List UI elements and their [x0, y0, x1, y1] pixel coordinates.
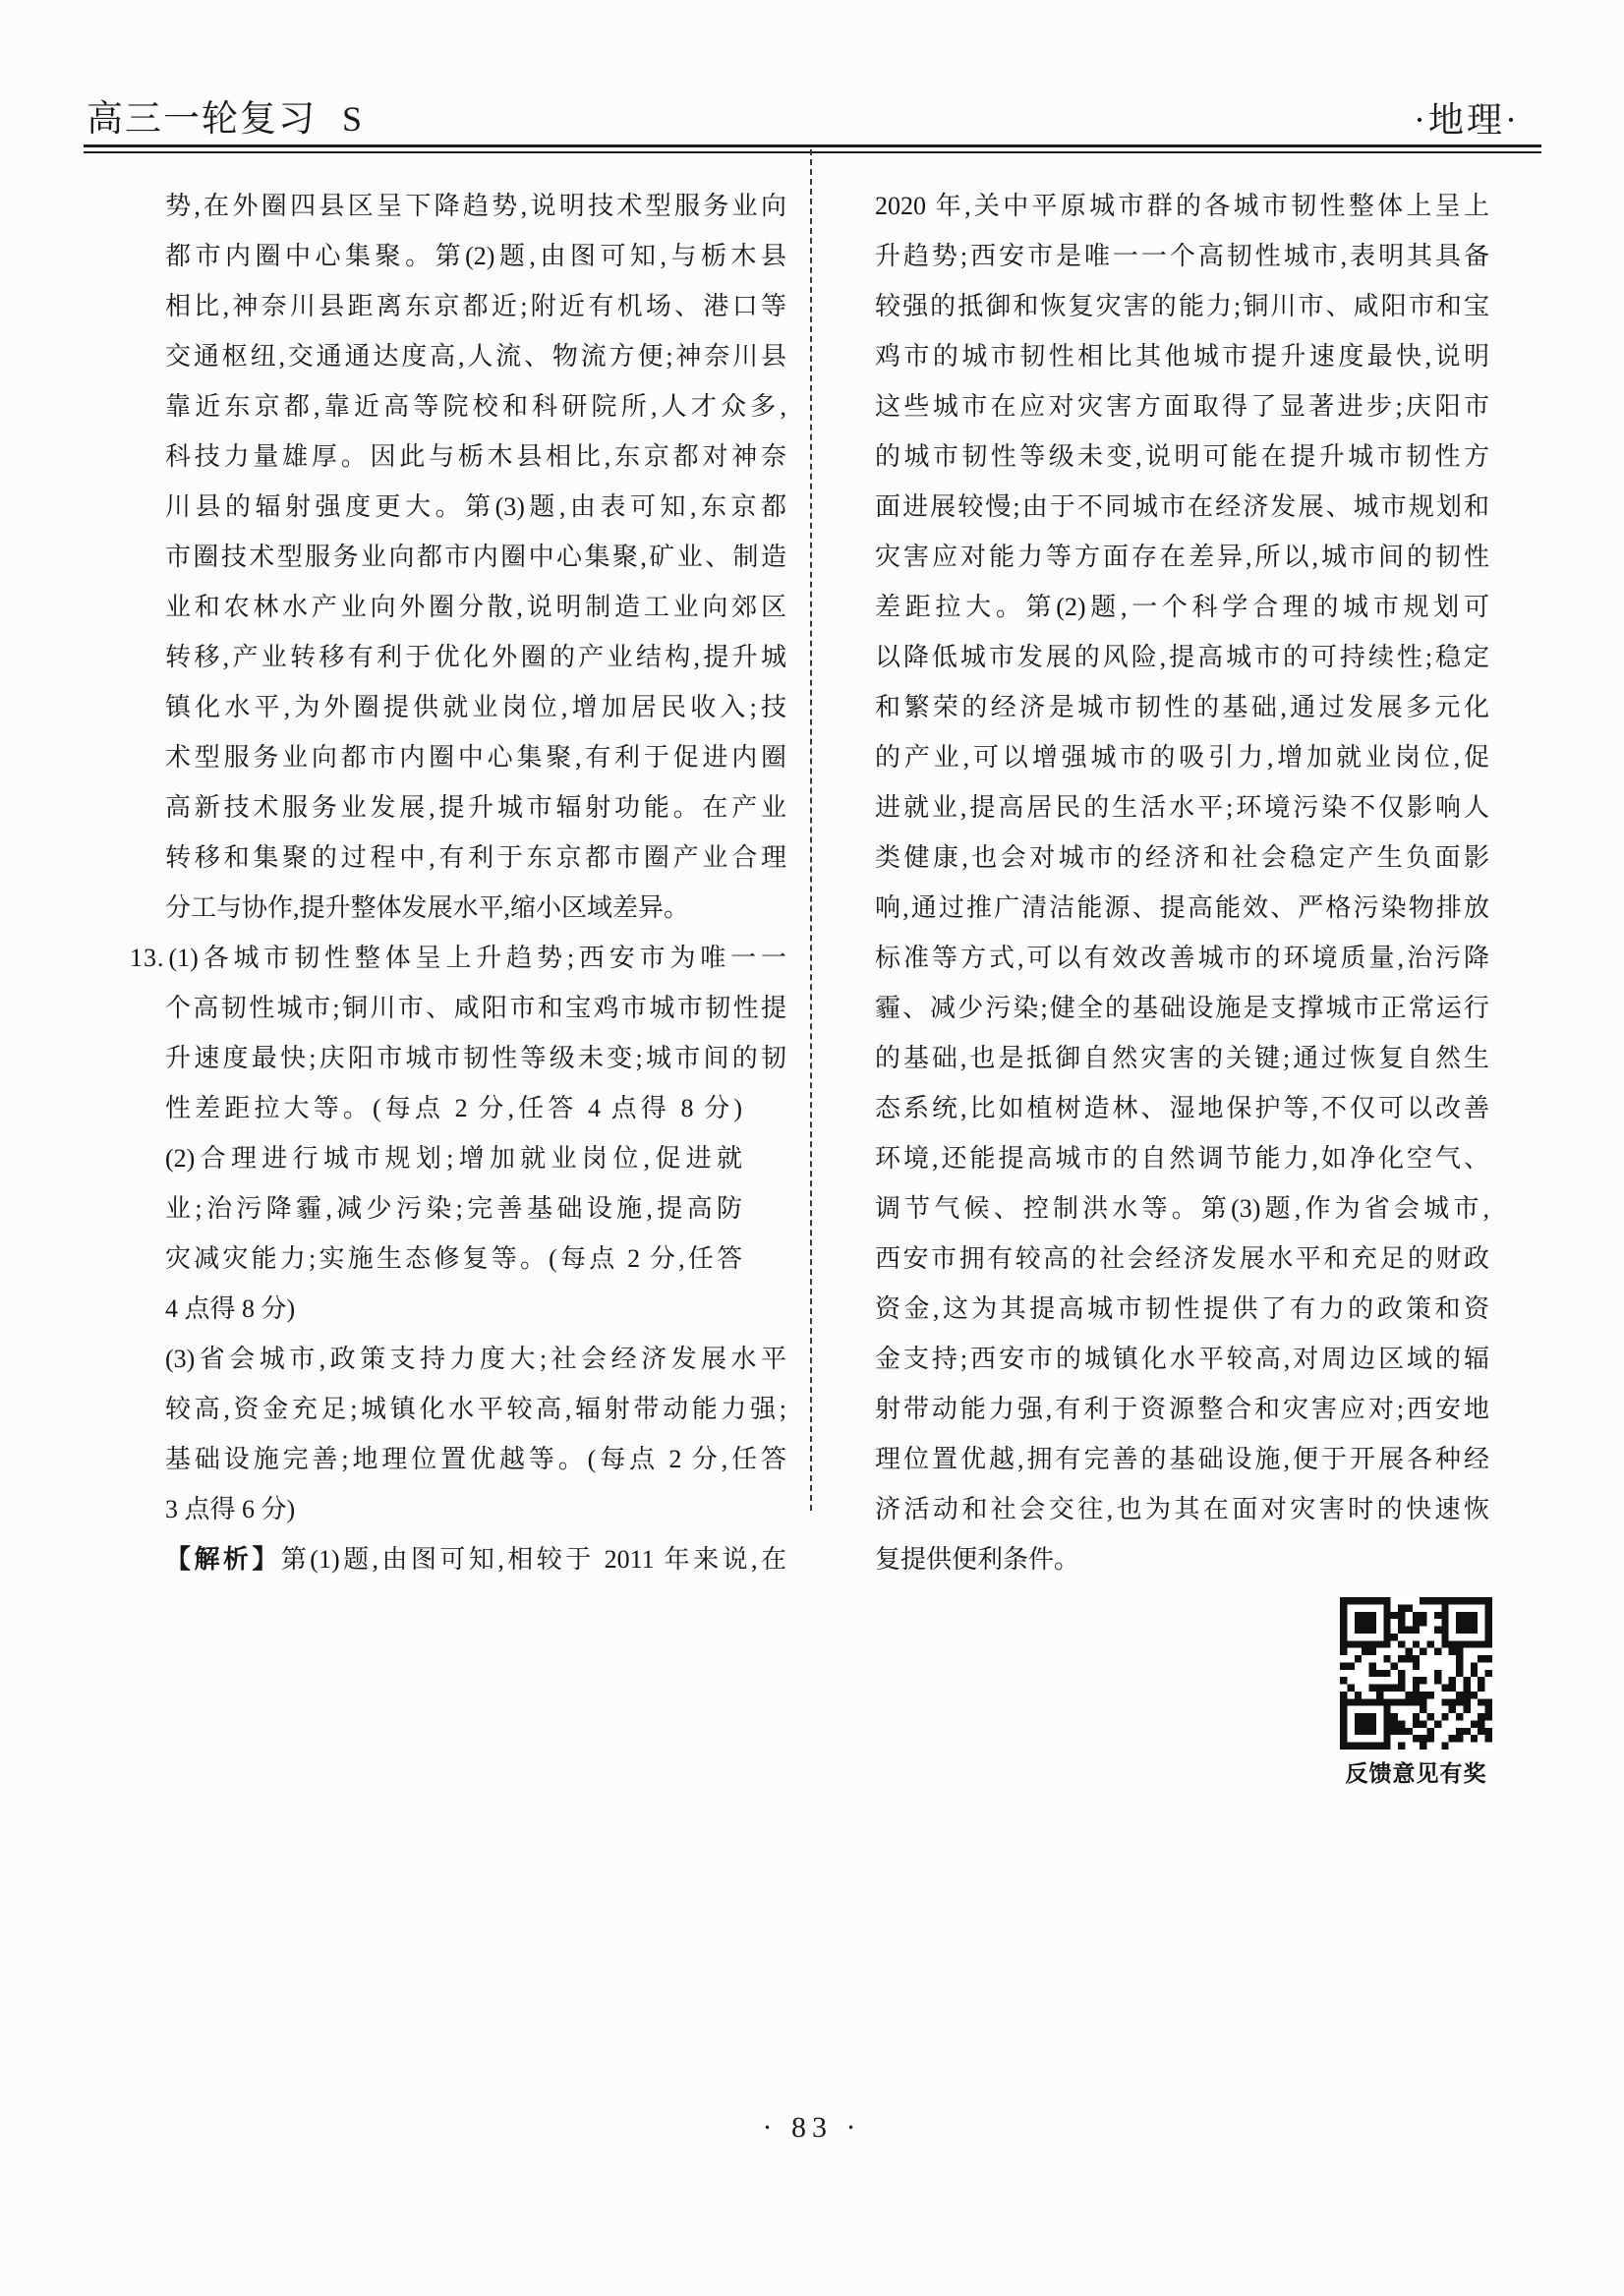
text-line — [875, 381, 1489, 431]
feedback-qr-block — [1340, 1597, 1492, 1788]
line-text: 标准等方式,可以有效改善城市的环境质量,治污降 — [875, 944, 1489, 972]
line-text: 3 点得 6 分) — [165, 1495, 296, 1523]
text-line — [875, 1033, 1489, 1083]
text-line — [165, 582, 786, 632]
line-text: 个高韧性城市;铜川市、咸阳市和宝鸡市城市韧性提 — [165, 994, 786, 1022]
text-line — [875, 482, 1489, 532]
text-line — [875, 1534, 1489, 1584]
line-text: 业;治污降霾,减少污染;完善基础设施,提高防 — [165, 1194, 742, 1223]
text-line — [875, 1234, 1489, 1284]
left-text-column — [130, 181, 786, 1584]
line-text: 性差距拉大等。(每点 2 分,任答 4 点得 8 分) — [165, 1094, 742, 1122]
line-text: (3)省会城市,政策支持力度大;社会经济发展水平 — [165, 1345, 786, 1373]
text-line — [165, 231, 786, 281]
line-text: 4 点得 8 分) — [165, 1294, 296, 1323]
line-text: 理位置优越,拥有完善的基础设施,便于开展各种经 — [875, 1445, 1489, 1473]
line-text: (2)合理进行城市规划;增加就业岗位,促进就 — [165, 1144, 742, 1173]
series-mark: S — [342, 99, 365, 139]
text-line — [875, 582, 1489, 632]
text-line — [875, 1083, 1489, 1133]
line-text: 和繁荣的经济是城市韧性的基础,通过发展多元化 — [875, 693, 1489, 721]
line-text: 的城市韧性等级未变,说明可能在提升城市韧性方 — [875, 442, 1489, 471]
text-line — [165, 682, 786, 732]
text-line — [165, 1384, 786, 1434]
text-line — [165, 632, 786, 682]
line-text: 调节气候、控制洪水等。第(3)题,作为省会城市, — [875, 1194, 1489, 1223]
qr-code-icon — [1340, 1597, 1492, 1750]
line-text: 这些城市在应对灾害方面取得了显著进步;庆阳市 — [875, 392, 1489, 421]
page-number: · 83 · — [762, 2111, 862, 2144]
line-text: 差距拉大。第(2)题,一个科学合理的城市规划可 — [875, 593, 1489, 621]
text-line — [875, 1384, 1489, 1434]
text-line — [165, 832, 786, 883]
line-text: 科技力量雄厚。因此与栃木县相比,东京都对神奈 — [165, 442, 786, 471]
text-line — [875, 1434, 1489, 1484]
line-text: 鸡市的城市韧性相比其他城市提升速度最快,说明 — [875, 342, 1489, 371]
line-text: 交通枢纽,交通通达度高,人流、物流方便;神奈川县 — [165, 342, 786, 371]
item-number: 13. — [130, 944, 165, 972]
book-title: 高三一轮复习 — [87, 99, 317, 140]
text-line — [875, 231, 1489, 281]
line-text: 灾害应对能力等方面存在差异,所以,城市间的韧性 — [875, 543, 1489, 571]
text-line — [165, 281, 786, 331]
text-line — [875, 431, 1489, 482]
analysis-label: 【解析】 — [165, 1545, 281, 1574]
text-line — [875, 532, 1489, 582]
line-text: 镇化水平,为外圈提供就业岗位,增加居民收入;技 — [165, 693, 786, 721]
line-text: 复提供便利条件。 — [875, 1545, 1080, 1574]
line-text: 相比,神奈川县距离东京都近;附近有机场、港口等 — [165, 292, 786, 320]
line-text: 类健康,也会对城市的经济和社会稳定产生负面影 — [875, 843, 1489, 872]
text-line — [165, 1434, 786, 1484]
text-line — [165, 1334, 786, 1384]
text-line — [875, 832, 1489, 883]
line-text: 较高,资金充足;城镇化水平较高,辐射带动能力强; — [165, 1395, 786, 1423]
subject-title: ·地理· — [1414, 100, 1520, 140]
line-text: 资金,这为其提高城市韧性提供了有力的政策和资 — [875, 1294, 1489, 1323]
line-text: 都市内圈中心集聚。第(2)题,由图可知,与栃木县 — [165, 242, 786, 270]
text-line — [165, 1033, 786, 1083]
text-line — [875, 1133, 1489, 1183]
line-text: 响,通过推广清洁能源、提高能效、严格污染物排放 — [875, 893, 1489, 922]
line-text: 以降低城市发展的风险,提高城市的可持续性;稳定 — [875, 643, 1489, 671]
line-text: 转移和集聚的过程中,有利于东京都市圈产业合理 — [165, 843, 786, 872]
line-text: 的产业,可以增强城市的吸引力,增加就业岗位,促 — [875, 743, 1489, 772]
text-line — [875, 983, 1489, 1033]
line-text: 术型服务业向都市内圈中心集聚,有利于促进内圈 — [165, 743, 786, 772]
line-text: 靠近东京都,靠近高等院校和科研院所,人才众多, — [165, 392, 786, 421]
text-line — [875, 632, 1489, 682]
header-double-rule — [84, 144, 1541, 153]
line-text: 业和农林水产业向外圈分散,说明制造工业向郊区 — [165, 593, 786, 621]
line-text: 升趋势;西安市是唯一一个高韧性城市,表明其具备 — [875, 242, 1489, 270]
line-text: 金支持;西安市的城镇化水平较高,对周边区域的辐 — [875, 1345, 1489, 1373]
header-left — [87, 88, 364, 142]
line-text: 市圈技术型服务业向都市内圈中心集聚,矿业、制造 — [165, 543, 786, 571]
line-text: 高新技术服务业发展,提升城市辐射功能。在产业 — [165, 793, 786, 822]
line-text: 川县的辐射强度更大。第(3)题,由表可知,东京都 — [165, 492, 786, 521]
text-line — [875, 682, 1489, 732]
text-line — [165, 782, 786, 832]
text-line — [875, 1484, 1489, 1534]
text-line — [165, 532, 786, 582]
text-line — [165, 1133, 786, 1183]
text-line — [875, 732, 1489, 782]
line-text: 霾、减少污染;健全的基础设施是支撑城市正常运行 — [875, 994, 1489, 1022]
text-line — [165, 732, 786, 782]
line-text: 济活动和社会交往,也为其在面对灾害时的快速恢 — [875, 1495, 1489, 1523]
text-line — [165, 1083, 786, 1133]
text-line — [875, 1334, 1489, 1384]
text-line — [165, 883, 786, 933]
line-text: 的基础,也是抵御自然灾害的关键;通过恢复自然生 — [875, 1044, 1489, 1072]
text-line — [165, 1234, 786, 1284]
text-line — [165, 431, 786, 482]
text-line — [875, 883, 1489, 933]
line-text: 较强的抵御和恢复灾害的能力;铜川市、咸阳市和宝 — [875, 292, 1489, 320]
text-line — [165, 1284, 786, 1334]
line-text: 进就业,提高居民的生活水平;环境污染不仅影响人 — [875, 793, 1489, 822]
right-text-column — [875, 181, 1489, 1584]
text-line — [165, 1484, 786, 1534]
text-line — [875, 1284, 1489, 1334]
text-line — [165, 381, 786, 431]
line-text: 分工与协作,提升整体发展水平,缩小区域差异。 — [165, 893, 690, 922]
text-line — [130, 933, 786, 983]
column-divider-dashed-line — [810, 149, 812, 1511]
line-text: 2020 年,关中平原城市群的各城市韧性整体上呈上 — [875, 192, 1489, 220]
line-text: (1)各城市韧性整体呈上升趋势;西安市为唯一一 — [168, 944, 786, 972]
text-line — [875, 331, 1489, 381]
text-line — [165, 983, 786, 1033]
text-line — [875, 181, 1489, 231]
text-line — [165, 1183, 786, 1234]
qr-caption: 反馈意见有奖 — [1345, 1761, 1487, 1786]
line-text: 环境,还能提高城市的自然调节能力,如净化空气、 — [875, 1144, 1489, 1173]
line-text: 西安市拥有较高的社会经济发展水平和充足的财政 — [875, 1244, 1489, 1273]
line-text: 升速度最快;庆阳市城市韧性等级未变;城市间的韧 — [165, 1044, 786, 1072]
line-text: 基础设施完善;地理位置优越等。(每点 2 分,任答 — [165, 1445, 786, 1473]
line-text: 射带动能力强,有利于资源整合和灾害应对;西安地 — [875, 1395, 1489, 1423]
text-line — [165, 331, 786, 381]
text-line — [165, 1534, 786, 1584]
text-line — [875, 1183, 1489, 1234]
text-line — [875, 281, 1489, 331]
text-line — [165, 181, 786, 231]
text-line — [165, 482, 786, 532]
line-text: 势,在外圈四县区呈下降趋势,说明技术型服务业向 — [165, 192, 786, 220]
text-line — [875, 933, 1489, 983]
line-text: 第(1)题,由图可知,相较于 2011 年来说,在 — [280, 1545, 786, 1574]
line-text: 转移,产业转移有利于优化外圈的产业结构,提升城 — [165, 643, 786, 671]
text-line — [875, 782, 1489, 832]
line-text: 态系统,比如植树造林、湿地保护等,不仅可以改善 — [875, 1094, 1489, 1122]
line-text: 面进展较慢;由于不同城市在经济发展、城市规划和 — [875, 492, 1489, 521]
line-text: 灾减灾能力;实施生态修复等。(每点 2 分,任答 — [165, 1244, 742, 1273]
